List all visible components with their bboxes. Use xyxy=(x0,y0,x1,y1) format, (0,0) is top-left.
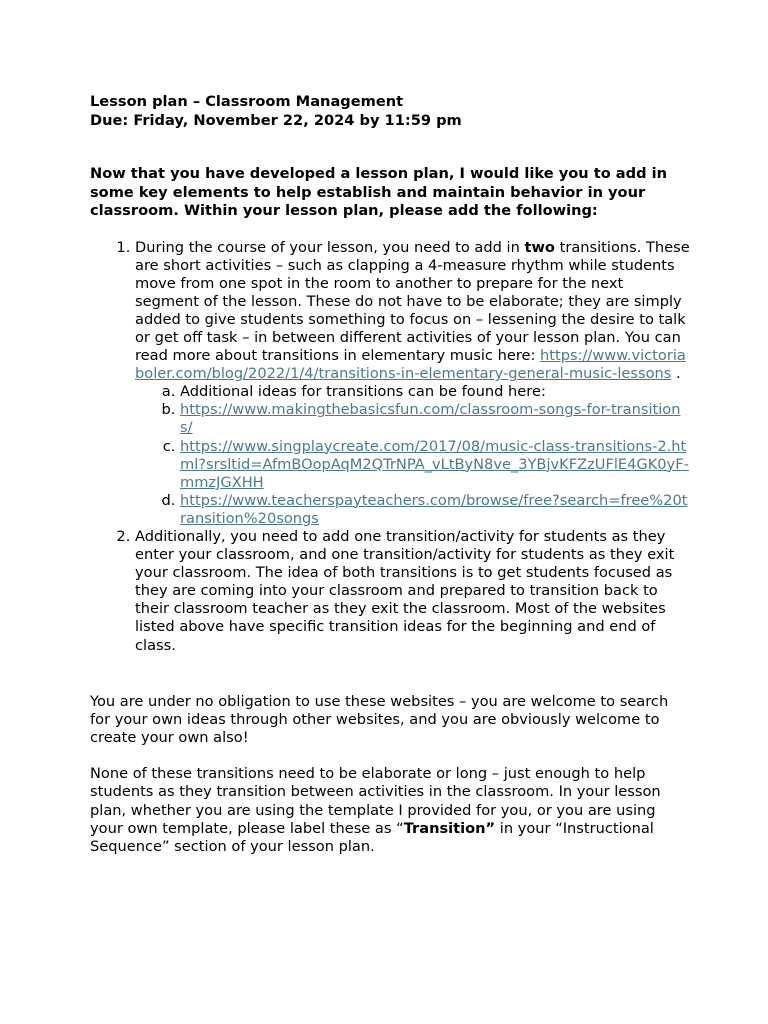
document-page xyxy=(90,92,690,856)
para2-text: None of these transitions need to be elaborate or long – just enough to help students as they transition between activities in the classroom. In your lesson plan, whether you are using the template I provided for you, or you are using your own template, please label these as “ xyxy=(90,765,661,837)
list-item xyxy=(180,401,690,437)
list-item xyxy=(180,383,690,401)
para2-text-after: in your “Instructional Sequence” section of your lesson plan. xyxy=(90,819,654,856)
list-item xyxy=(180,492,690,528)
labeling-paragraph xyxy=(90,765,690,856)
list-item xyxy=(135,239,690,529)
document-title: Lesson plan – Classroom Management xyxy=(90,93,404,110)
item1-text: During the course of your lesson, you need to add in xyxy=(135,238,525,256)
victoriaboler-link[interactable]: https://www.victoriaboler.com/blog/2022/1/4/transitions-in-elementary-general-music-lessons xyxy=(135,347,686,383)
intro-paragraph: Now that you have developed a lesson plan, I would like you to add in some key elements to help establish and maintain behavior in your classroom. Within your lesson plan, please add the following: xyxy=(90,165,668,219)
makingthebasicsfun-link[interactable]: https://www.makingthebasicsfun.com/classroom-songs-for-transitions/ xyxy=(180,401,681,437)
item2-text: Additionally, you need to add one transition/activity for students as they enter your classroom, and one transition/activity for students as they exit your classroom. The idea of both transitions is to get students focused as they are coming into your classroom and prepared to transition back to their classroom teacher as they exit the classroom. Most of the websites listed above have specific transition ideas for the beginning and end of class. xyxy=(135,528,675,654)
list-item xyxy=(135,528,690,655)
teacherspayteachers-link[interactable]: https://www.teacherspayteachers.com/browse/free?search=free%20transition%20songs xyxy=(180,491,688,527)
requirements-list xyxy=(90,239,690,655)
list-item xyxy=(180,438,690,492)
sub-item-a-text: Additional ideas for transitions can be found here: xyxy=(180,383,546,401)
item1-text-after: transitions. These are short activities – such as clapping a 4-measure rhythm while students move from one spot in the room to another to prepare for the next segment of the lesson. These do not have to be elaborate; they are simply added to give students something to focus on – lessening the desire to talk or get off task – in between different activities of your lesson plan. You can read more about transitions in elementary music here: xyxy=(135,238,690,365)
item1-text-end: . xyxy=(671,365,681,383)
obligation-paragraph: You are under no obligation to use these websites – you are welcome to search for your own ideas through other websites, and you are obviously welcome to create your own also! xyxy=(90,692,669,747)
sub-list xyxy=(135,383,690,528)
due-date: Due: Friday, November 22, 2024 by 11:59 pm xyxy=(90,112,462,129)
singplaycreate-link[interactable]: https://www.singplaycreate.com/2017/08/music-class-transitions-2.html?srsltid=AfmBOopAqM2QTrNPA_vLtByN8ve_3YBjvKFZzUFlE4GK0yF-mmzJGXHH xyxy=(180,437,689,491)
item1-bold: two xyxy=(524,238,555,256)
para2-bold: Transition” xyxy=(403,819,496,837)
